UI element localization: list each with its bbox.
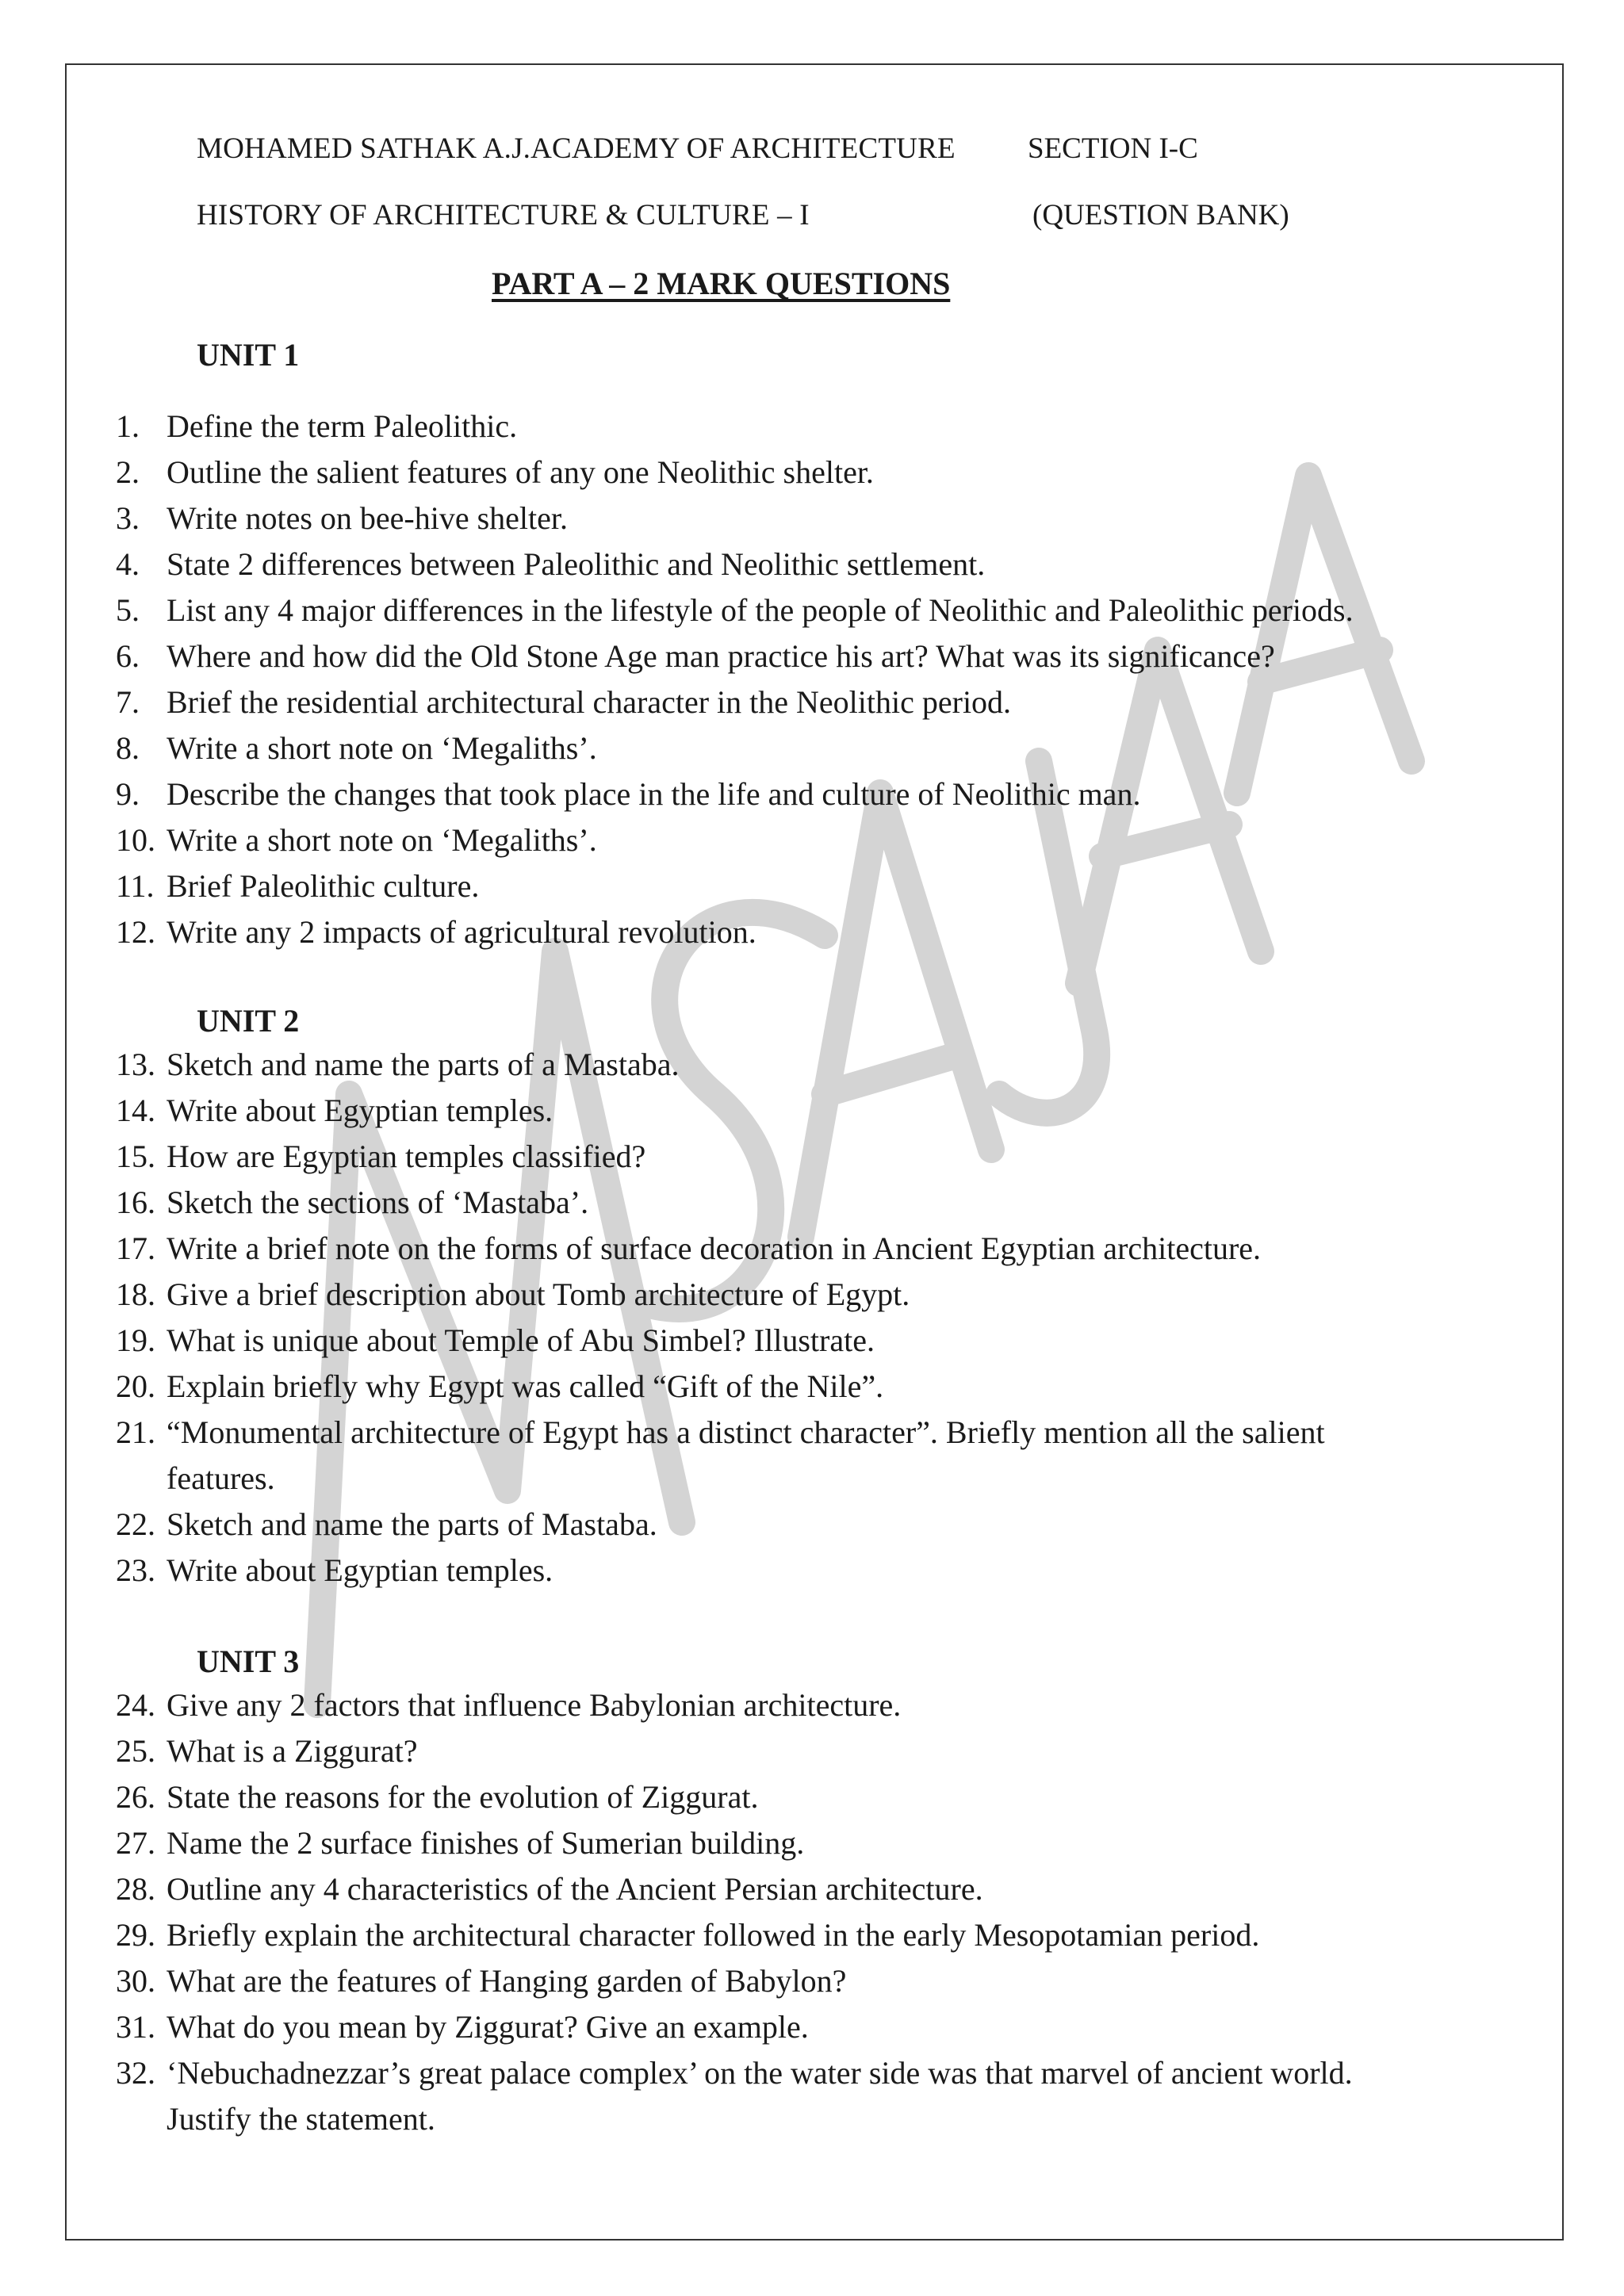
question-text: Explain briefly why Egypt was called “Gift of the Nile”. [167, 1368, 884, 1404]
question-text: Write a short note on ‘Megaliths’. [167, 730, 597, 766]
question-item [116, 2007, 809, 2047]
question-continuation: features. [167, 1460, 275, 1496]
header-doc-type: (QUESTION BANK) [1032, 199, 1289, 232]
question-number: 3. [116, 500, 140, 536]
question-item [116, 1275, 910, 1314]
question-text: Outline the salient features of any one Neolithic shelter. [167, 454, 874, 490]
question-item [116, 591, 1354, 630]
question-item [116, 821, 597, 860]
question-number: 15. [116, 1138, 155, 1174]
question-item [116, 1505, 657, 1544]
question-number: 29. [116, 1917, 155, 1953]
question-number: 13. [116, 1047, 155, 1082]
question-number: 27. [116, 1825, 155, 1861]
question-number: 11. [116, 868, 155, 904]
question-number: 19. [116, 1322, 155, 1358]
question-item [116, 1777, 758, 1817]
header-section: SECTION I-C [1028, 132, 1198, 165]
question-text: Where and how did the Old Stone Age man practice his art? What was its significance? [167, 638, 1275, 674]
question-text: Briefly explain the architectural character followed in the early Mesopotamian period. [167, 1917, 1260, 1953]
question-text: Sketch and name the parts of Mastaba. [167, 1506, 657, 1542]
question-text: Sketch and name the parts of a Mastaba. [167, 1047, 680, 1082]
question-number: 5. [116, 592, 140, 628]
question-item [116, 683, 1011, 722]
question-number: 9. [116, 776, 140, 812]
question-number: 2. [116, 454, 140, 490]
question-text: Define the term Paleolithic. [167, 408, 518, 444]
question-number: 30. [116, 1963, 155, 1999]
question-item [116, 1137, 645, 1177]
question-number: 22. [116, 1506, 155, 1542]
question-item [116, 453, 874, 492]
question-number: 12. [116, 914, 155, 950]
question-item [116, 407, 517, 446]
question-text: Write notes on bee-hive shelter. [167, 500, 568, 536]
question-text: What is a Ziggurat? [167, 1733, 418, 1769]
question-number: 31. [116, 2009, 155, 2045]
question-text: What is unique about Temple of Abu Simbel? Illustrate. [167, 1322, 875, 1358]
question-item [116, 867, 479, 906]
question-number: 14. [116, 1093, 155, 1128]
question-text: Name the 2 surface finishes of Sumerian building. [167, 1825, 805, 1861]
question-item [116, 637, 1275, 676]
question-text: Give a brief description about Tomb architecture of Egypt. [167, 1276, 910, 1312]
header-institution: MOHAMED SATHAK A.J.ACADEMY OF ARCHITECTURE [197, 132, 956, 165]
question-number: 26. [116, 1779, 155, 1815]
question-number: 4. [116, 546, 140, 582]
question-item [116, 1321, 875, 1360]
question-text: How are Egyptian temples classified? [167, 1138, 646, 1174]
question-number: 23. [116, 1552, 155, 1588]
question-item [116, 1686, 901, 1725]
question-item [116, 1823, 804, 1863]
question-text: Write about Egyptian temples. [167, 1093, 553, 1128]
question-number: 8. [116, 730, 140, 766]
question-item [116, 499, 568, 538]
question-text: State 2 differences between Paleolithic and Neolithic settlement. [167, 546, 986, 582]
question-number: 18. [116, 1276, 155, 1312]
question-text: Write any 2 impacts of agricultural revolution. [167, 914, 756, 950]
question-text: Describe the changes that took place in the life and culture of Neolithic man. [167, 776, 1141, 812]
question-text: Write a short note on ‘Megaliths’. [167, 822, 597, 858]
question-number: 7. [116, 684, 140, 720]
question-number: 25. [116, 1733, 155, 1769]
question-number: 1. [116, 408, 140, 444]
question-text: Write a brief note on the forms of surface decoration in Ancient Egyptian architecture. [167, 1230, 1262, 1266]
question-item [116, 1091, 553, 1131]
question-text: Give any 2 factors that influence Babylonian architecture. [167, 1687, 902, 1723]
header-course: HISTORY OF ARCHITECTURE & CULTURE – I [197, 199, 810, 232]
question-item [116, 1869, 983, 1909]
question-text: “Monumental architecture of Egypt has a distinct character”. Briefly mention all the salient [167, 1414, 1325, 1450]
unit-title: UNIT 2 [197, 1003, 300, 1039]
question-item [116, 1915, 1259, 1955]
question-number: 16. [116, 1184, 155, 1220]
question-text: Outline any 4 characteristics of the Ancient Persian architecture. [167, 1871, 983, 1907]
question-item [116, 1045, 679, 1085]
question-item [116, 913, 756, 952]
unit-title: UNIT 3 [197, 1644, 300, 1679]
question-text: State the reasons for the evolution of Ziggurat. [167, 1779, 759, 1815]
question-number: 24. [116, 1687, 155, 1723]
question-item [116, 1732, 418, 1771]
question-item [116, 1551, 553, 1590]
question-number: 20. [116, 1368, 155, 1404]
unit-title: UNIT 1 [197, 337, 300, 373]
question-item [116, 1961, 846, 2001]
question-number: 21. [116, 1414, 155, 1450]
question-number: 32. [116, 2055, 155, 2091]
question-text: What are the features of Hanging garden of Babylon? [167, 1963, 847, 1999]
question-text: ‘Nebuchadnezzar’s great palace complex’ on the water side was that marvel of ancient world. [167, 2055, 1353, 2091]
question-item [116, 545, 985, 584]
question-item [116, 1183, 588, 1223]
question-text: Write about Egyptian temples. [167, 1552, 553, 1588]
question-item [116, 729, 597, 768]
question-text: Brief Paleolithic culture. [167, 868, 480, 904]
question-item [116, 1413, 1325, 1452]
question-continuation: Justify the statement. [167, 2101, 435, 2137]
question-text: What do you mean by Ziggurat? Give an example. [167, 2009, 809, 2045]
question-item [116, 775, 1140, 814]
question-number: 28. [116, 1871, 155, 1907]
part-title: PART A – 2 MARK QUESTIONS [492, 266, 951, 301]
question-number: 17. [116, 1230, 155, 1266]
question-text: Brief the residential architectural character in the Neolithic period. [167, 684, 1012, 720]
question-item [116, 1367, 883, 1406]
question-number: 6. [116, 638, 140, 674]
question-text: List any 4 major differences in the lifestyle of the people of Neolithic and Paleolithic periods. [167, 592, 1354, 628]
question-item [116, 2053, 1353, 2093]
question-item [116, 1229, 1261, 1269]
question-number: 10. [116, 822, 155, 858]
question-text: Sketch the sections of ‘Mastaba’. [167, 1184, 589, 1220]
